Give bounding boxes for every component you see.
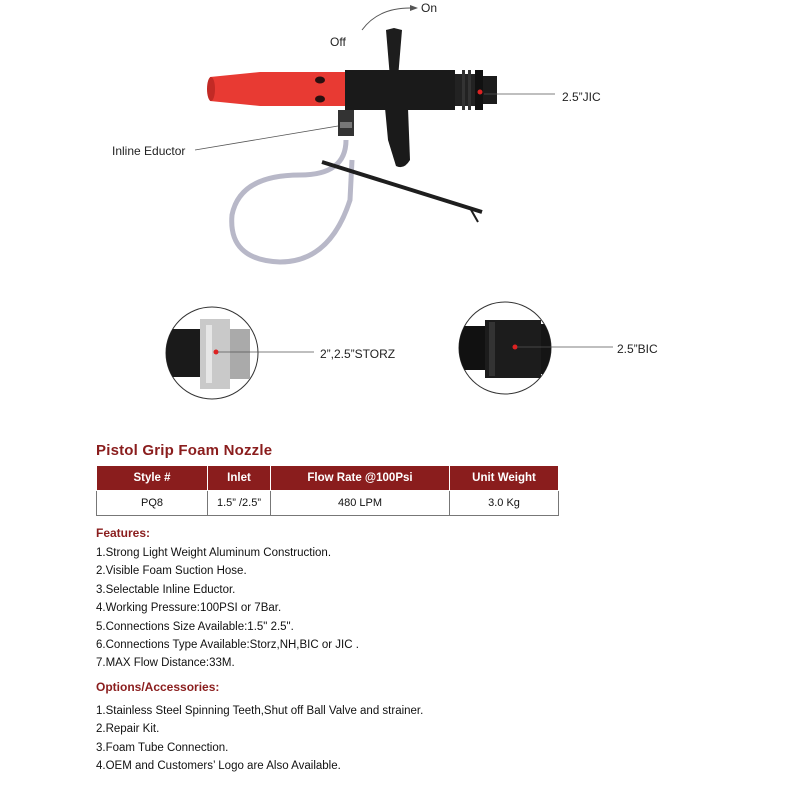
suction-hose: [232, 140, 352, 262]
list-item: 4.Working Pressure:100PSI or 7Bar.: [96, 602, 282, 615]
list-item: 3.Selectable Inline Eductor.: [96, 583, 236, 596]
storz-label: 2”,2.5”STORZ: [320, 347, 396, 361]
header-unit-weight: Unit Weight: [450, 466, 559, 491]
options-list: [96, 702, 423, 776]
features-list: [96, 544, 359, 673]
table-row: [97, 491, 559, 516]
list-item: 1.Strong Light Weight Aluminum Construction.: [96, 547, 332, 559]
list-item: 1.Stainless Steel Spinning Teeth,Shut off Ball Valve and strainer.: [96, 705, 424, 717]
options-heading: Options/Accessories:: [96, 680, 220, 694]
off-label: Off: [330, 35, 346, 49]
cell-flow-rate: 480 LPM: [271, 491, 450, 516]
header-inlet: Inlet: [208, 466, 271, 491]
bic-label: 2.5”BIC: [617, 342, 658, 356]
list-item: 4.OEM and Customers’ Logo are Also Available.: [96, 760, 341, 773]
list-item: 5.Connections Size Available:1.5" 2.5".: [96, 620, 294, 633]
list-item: 2.Visible Foam Suction Hose.: [96, 565, 247, 578]
jic-label: 2.5”JIC: [562, 90, 601, 104]
list-item: 2.Repair Kit.: [96, 723, 160, 736]
header-flow-rate: Flow Rate @100Psi: [271, 466, 450, 491]
cell-style: PQ8: [97, 491, 208, 516]
red-nozzle: [210, 72, 345, 106]
spec-table: [96, 465, 559, 516]
product-title: Pistol Grip Foam Nozzle: [96, 442, 273, 459]
nozzle-body: [345, 70, 455, 110]
on-label: On: [421, 1, 438, 15]
list-item: 7.MAX Flow Distance:33M.: [96, 657, 235, 670]
list-item: 6.Connections Type Available:Storz,NH,BIC or JIC .: [96, 639, 359, 652]
header-style: Style #: [97, 466, 208, 491]
pistol-grip: [385, 108, 410, 167]
cell-unit-weight: 3.0 Kg: [450, 491, 559, 516]
bic-detail: [455, 300, 625, 400]
eductor-label: Inline Eductor: [112, 144, 186, 158]
cell-inlet: 1.5” /2.5”: [208, 491, 271, 516]
features-heading: Features:: [96, 526, 151, 540]
on-off-arrow-icon: [362, 8, 410, 30]
list-item: 3.Foam Tube Connection.: [96, 741, 229, 754]
table-header-row: [97, 466, 559, 491]
